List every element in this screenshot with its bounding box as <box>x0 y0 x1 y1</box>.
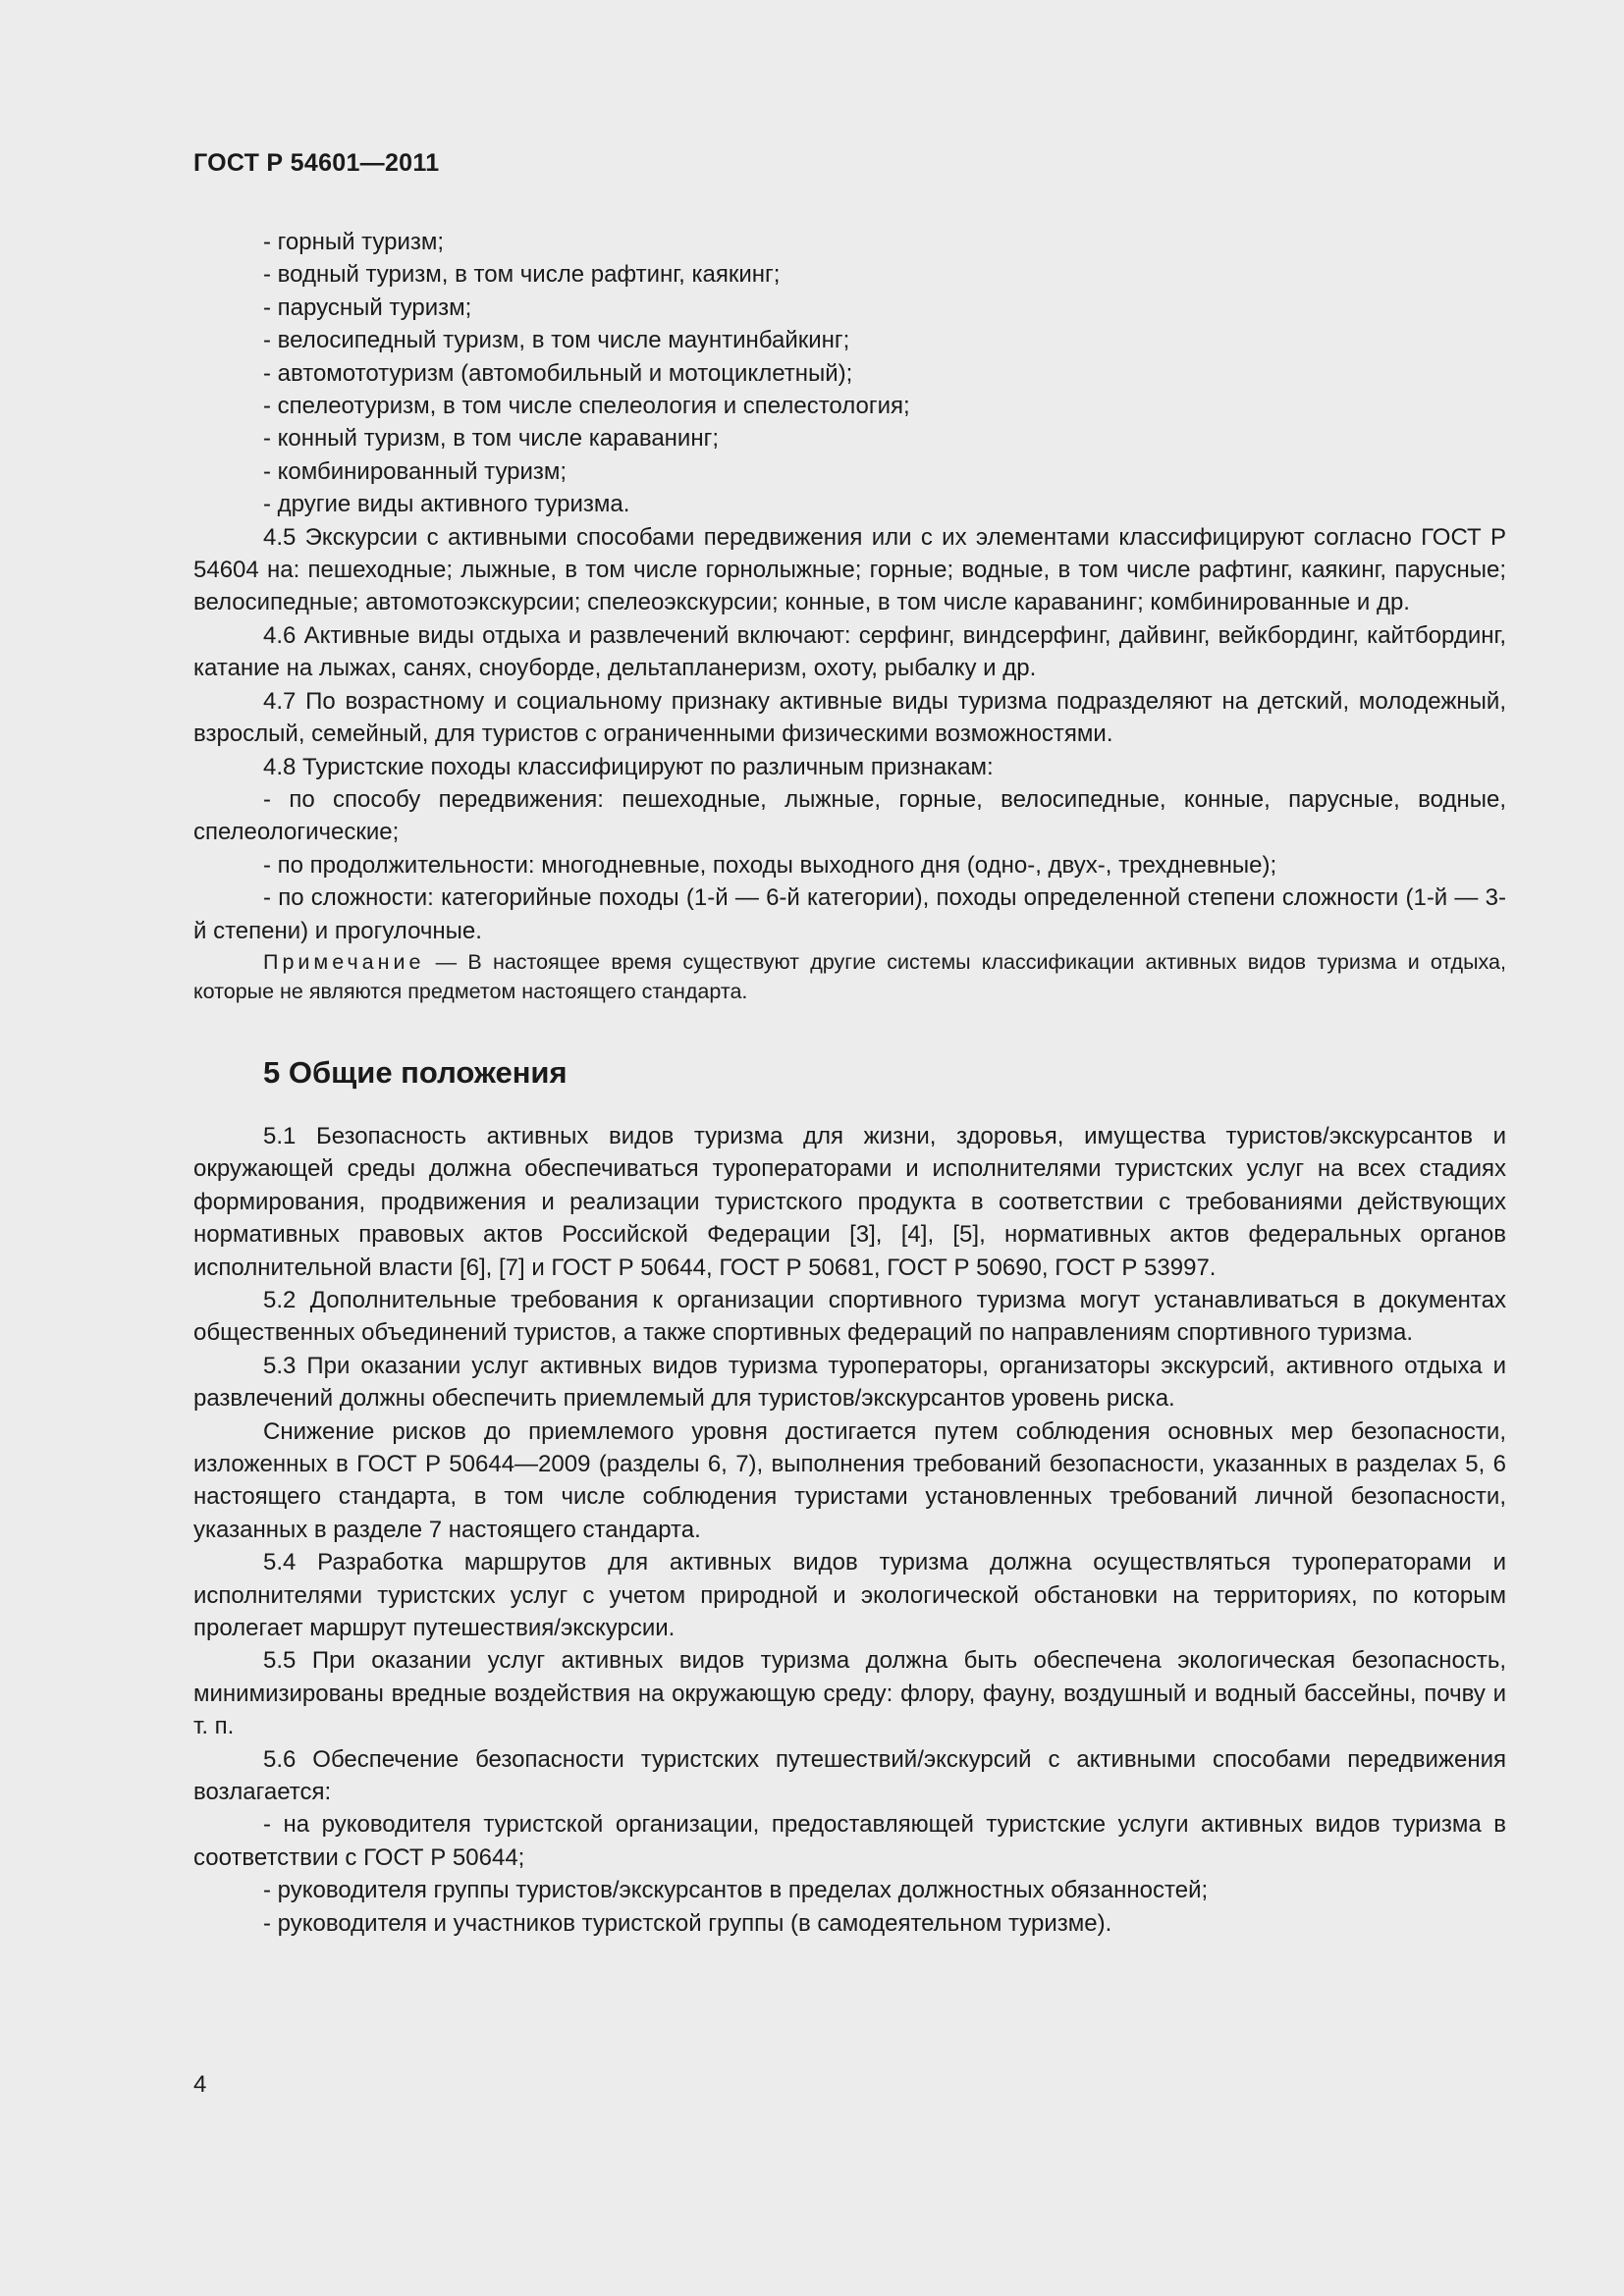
paragraph-5-4: 5.4 Разработка маршрутов для активных видов туризма должна осуществляться туроператорами и исполнителями туристских услуг с учетом природной и экологической обстановки на территориях, по которым пролегает маршрут путешествия/экскурсии. <box>193 1549 1506 1642</box>
list-item: - велосипедный туризм, в том числе маунтинбайкинг; <box>263 327 850 354</box>
paragraph-5-5: 5.5 При оказании услуг активных видов туризма должна быть обеспечена экологическая безопасность, минимизированы вредные воздействия на окружающую среду: флору, фауну, воздушный и водный бассейны, почву и т. п. <box>193 1647 1506 1740</box>
activity-types-list <box>193 226 1506 521</box>
list-item: - спелеотуризм, в том числе спелеология и спелестология; <box>263 393 910 420</box>
list-item: - водный туризм, в том числе рафтинг, каякинг; <box>263 261 781 289</box>
note-text: — В настоящее время существуют другие системы классификации активных видов туризма и отдыха, которые не являются предметом настоящего стандарта. <box>193 949 1506 1003</box>
paragraph-5-1: 5.1 Безопасность активных видов туризма для жизни, здоровья, имущества туристов/экскурсантов и окружающей среды должна обеспечиваться туроператорами и исполнителями туристских услуг на всех стадиях формирования, продвижения и реализации туристского продукта в соответствии с требованиями действующих нормативных правовых актов Российской Федерации [3], [4], [5], нормативных актов федеральных органов исполнительной власти [6], [7] и ГОСТ Р 50644, ГОСТ Р 50681, ГОСТ Р 50690, ГОСТ Р 53997. <box>193 1122 1506 1281</box>
list-item: - другие виды активного туризма. <box>263 491 630 518</box>
section-title: 5 Общие положения <box>263 1054 568 1090</box>
paragraph-4-7: 4.7 По возрастному и социальному признаку активные виды туризма подразделяют на детский, молодежный, взрослый, семейный, для туристов с ограниченными физическими возможностями. <box>193 687 1506 748</box>
paragraph-4-8: 4.8 Туристские походы классифицируют по различным признакам: <box>263 753 994 780</box>
list-item: - автомототуризм (автомобильный и мотоциклетный); <box>263 359 853 387</box>
paragraph-5-6: 5.6 Обеспечение безопасности туристских путешествий/экскурсий с активными способами передвижения возлагается: <box>193 1745 1506 1806</box>
paragraph-5-6-participants: - руководителя и участников туристской группы (в самодеятельном туризме). <box>263 1909 1112 1937</box>
paragraph-4-8-movement: - по способу передвижения: пешеходные, лыжные, горные, велосипедные, конные, парусные, водные, спелеологические; <box>193 785 1506 846</box>
list-item: - комбинированный туризм; <box>263 457 568 485</box>
note-label: Примечание <box>263 949 425 974</box>
paragraph-4-6: 4.6 Активные виды отдыха и развлечений включают: серфинг, виндсерфинг, дайвинг, вейкбординг, кайтбординг, катание на лыжах, санях, сноуборде, дельтапланеризм, охоту, рыбалку и др. <box>193 621 1506 682</box>
paragraph-4-5: 4.5 Экскурсии с активными способами передвижения или с их элементами классифицируют согласно ГОСТ Р 54604 на: пешеходные; лыжные, в том числе горнолыжные; горные; водные, в том числе рафтинг, каякинг, парусные; велосипедные; автомотоэкскурсии; спелеоэкскурсии; конные, в том числе караванинг; комбинированные и др. <box>193 523 1506 616</box>
paragraph-5-3-risk: Снижение рисков до приемлемого уровня достигается путем соблюдения основных мер безопасности, изложенных в ГОСТ Р 50644—2009 (разделы 6, 7), выполнения требований безопасности, указанных в разделах 5, 6 настоящего стандарта, в том числе соблюдения туристами установленных требований личной безопасности, указанных в разделе 7 настоящего стандарта. <box>193 1417 1506 1543</box>
paragraph-5-6-org-head: - на руководителя туристской организации, предоставляющей туристские услуги активных видов туризма в соответствии с ГОСТ Р 50644; <box>193 1811 1506 1871</box>
paragraph-4-8-difficulty: - по сложности: категорийные походы (1-й — 6-й категории), походы определенной степени сложности (1-й — 3-й степени) и прогулочные. <box>193 884 1506 944</box>
paragraph-4-8-duration: - по продолжительности: многодневные, походы выходного дня (одно-, двух-, трехдневные); <box>263 851 1277 879</box>
page-body <box>193 226 1506 1940</box>
paragraph-5-6-group-leader: - руководителя группы туристов/экскурсантов в пределах должностных обязанностей; <box>263 1877 1209 1904</box>
list-item: - парусный туризм; <box>263 294 472 321</box>
document-code-header: ГОСТ Р 54601—2011 <box>193 149 440 177</box>
paragraph-5-3: 5.3 При оказании услуг активных видов туризма туроператоры, организаторы экскурсий, активного отдыха и развлечений должны обеспечить приемлемый для туристов/экскурсантов уровень риска. <box>193 1352 1506 1413</box>
note-block <box>193 947 1506 1006</box>
page-number: 4 <box>193 2071 207 2098</box>
list-item: - горный туризм; <box>263 229 445 255</box>
list-item: - конный туризм, в том числе караванинг; <box>263 425 720 453</box>
paragraph-5-2: 5.2 Дополнительные требования к организации спортивного туризма могут устанавливаться в документах общественных объединений туристов, а также спортивных федераций по направлениям спортивного туризма. <box>193 1286 1506 1347</box>
